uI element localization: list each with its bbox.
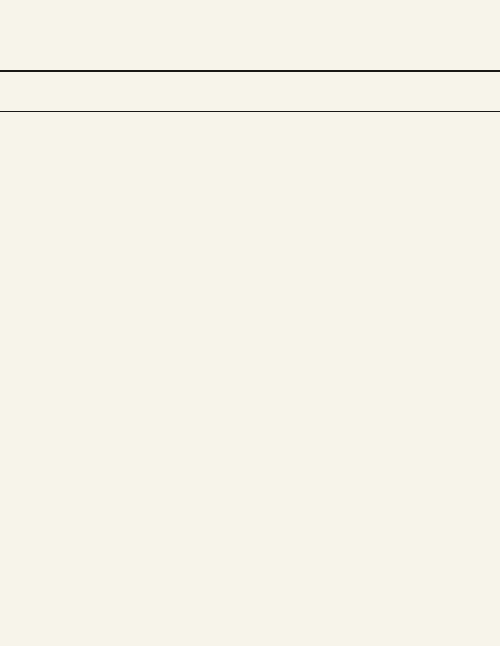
header-top-rule: [0, 70, 500, 72]
header-bottom-rule: [0, 111, 500, 112]
